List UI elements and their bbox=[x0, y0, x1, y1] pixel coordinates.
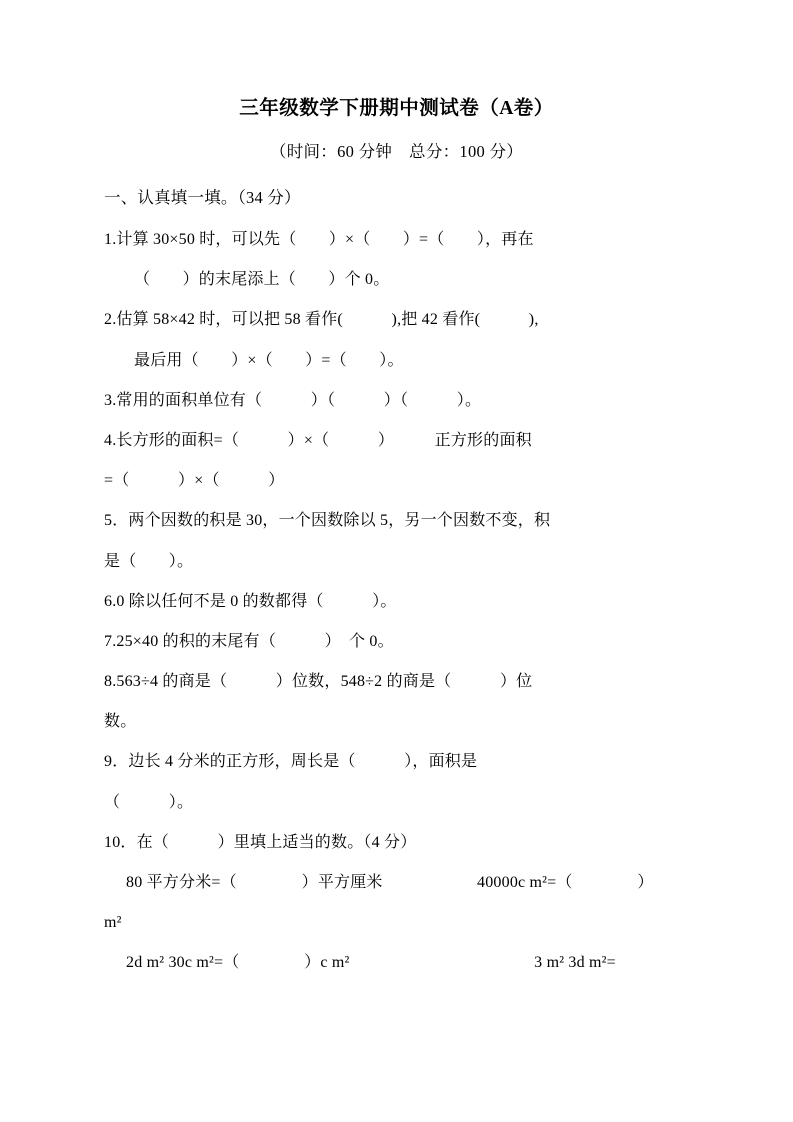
unit-conversion-1-left: 80 平方分米=（ ）平方厘米 bbox=[126, 874, 383, 891]
question-1-line-2: （ ）的末尾添上（ ）个 0。 bbox=[134, 271, 390, 289]
section-heading-fill-in-blanks: 一、认真填一填。（34 分） bbox=[104, 188, 301, 207]
exam-meta-line: （时间：60 分钟 总分：100 分） bbox=[269, 142, 524, 161]
question-6: 6.0 除以任何不是 0 的数都得（ ）。 bbox=[104, 592, 397, 610]
unit-conversion-2-left: 2d m² 30c m²=（ ）c m² bbox=[126, 954, 350, 972]
question-2-line-2: 最后用（ ）×（ ）=（ ）。 bbox=[134, 351, 404, 369]
question-8-line-1: 8.563÷4 的商是（ ）位数，548÷2 的商是（ ）位 bbox=[104, 673, 533, 691]
unit-conversion-row-2 bbox=[104, 947, 689, 978]
unit-conversion-row-1-overflow: m² bbox=[104, 914, 122, 932]
unit-conversion-row-1 bbox=[104, 867, 689, 898]
question-5-line-2: 是（ ）。 bbox=[104, 552, 194, 570]
question-2-line-1: 2.估算 58×42 时，可以把 58 看作( ),把 42 看作( ), bbox=[104, 311, 539, 329]
question-8-line-2: 数。 bbox=[104, 713, 137, 731]
question-7: 7.25×40 的积的末尾有（ ） 个 0。 bbox=[104, 632, 394, 650]
question-1-line-1: 1.计算 30×50 时，可以先（ ）×（ ）=（ ），再在 bbox=[104, 231, 534, 248]
question-3: 3.常用的面积单位有（ ）（ ）（ ）。 bbox=[104, 391, 482, 409]
question-9-line-2: （ ）。 bbox=[104, 793, 194, 811]
question-10: 10．在（ ）里填上适当的数。（4 分） bbox=[104, 833, 417, 851]
question-5-line-1: 5．两个因数的积是 30，一个因数除以 5，另一个因数不变，积 bbox=[104, 512, 551, 530]
unit-conversion-2-right: 3 m² 3d m²= bbox=[534, 954, 616, 972]
page-title: 三年级数学下册期中测试卷（A卷） bbox=[239, 98, 554, 119]
unit-conversion-1-right: 40000c m²=（ ） bbox=[477, 874, 654, 891]
question-9-line-1: 9．边长 4 分米的正方形，周长是（ ），面积是 bbox=[104, 753, 478, 771]
question-4-line-2: =（ ）×（ ） bbox=[104, 472, 285, 490]
question-4-line-1: 4.长方形的面积=（ ）×（ ） 正方形的面积 bbox=[104, 431, 532, 449]
